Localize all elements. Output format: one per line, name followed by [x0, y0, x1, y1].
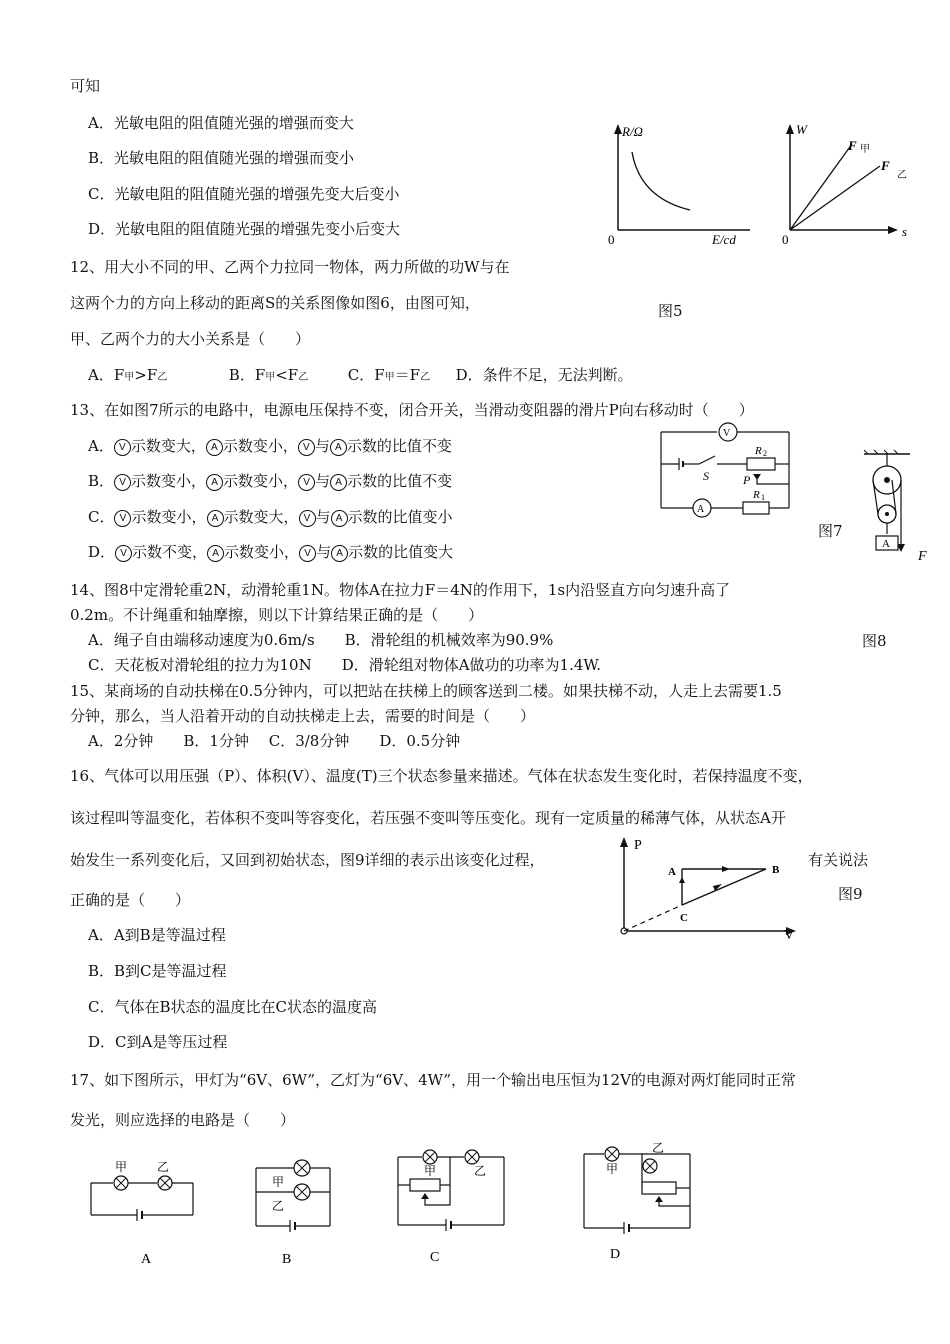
voltmeter-icon: V	[114, 439, 131, 456]
voltmeter-icon: V	[299, 545, 316, 562]
axis-label-w: W	[796, 122, 807, 137]
question-12-line1: 12、用大小不同的甲、乙两个力拉同一物体，两力所做的功W与在	[70, 258, 510, 276]
figure-8-caption: 图8	[862, 632, 887, 650]
label-r2: R	[755, 445, 762, 457]
circuit-c	[392, 1143, 512, 1268]
ammeter-icon: A	[207, 510, 224, 527]
line-label-f-jia-sub: 甲	[860, 144, 870, 155]
option-13a: A． V 示数变大， A 示数变小， V 与 A 示数的比值不变	[88, 437, 452, 455]
line-label-f-yi-sub: 乙	[897, 170, 907, 181]
question-16-line1: 16、气体可以用压强（P）、体积(V）、温度(T)三个状态参量来描述。气体在状态发生变化时，若保持温度不变，	[70, 767, 813, 785]
option-12c: C．F甲＝F乙	[347, 366, 431, 384]
figure-9-caption: 图9	[838, 885, 863, 903]
question-16-line4: 正确的是（ ）	[70, 891, 191, 909]
block-label: A	[882, 538, 890, 550]
origin-label: 0	[608, 232, 615, 247]
lamp-jia-label: 甲	[115, 1160, 128, 1174]
point-a: A	[668, 866, 676, 878]
text-line: 可知	[70, 77, 101, 95]
question-17-line1: 17、如下图所示，甲灯为“6V、6W”，乙灯为“6V、4W”，用一个输出电压恒为12V的电源对两灯能同时正常	[70, 1071, 796, 1089]
lamp-yi-label: 乙	[652, 1141, 665, 1155]
question-12-line3: 甲、乙两个力的大小关系是（ ）	[70, 330, 311, 348]
ammeter-icon: A	[206, 439, 223, 456]
option-11b: B．光敏电阻的阻值随光强的增强而变小	[88, 149, 355, 167]
option-11d: D．光敏电阻的阻值随光强的增强先变小后变大	[88, 220, 401, 238]
lamp-yi-label: 乙	[272, 1199, 285, 1213]
axis-label-s: s	[902, 224, 908, 239]
axis-label-e: E/cd	[712, 232, 736, 247]
lamp-jia-label: 甲	[424, 1164, 437, 1178]
figure-8-pulley	[862, 452, 942, 572]
figure-7-caption: 图7	[818, 522, 843, 540]
line-label-f-yi: F	[881, 158, 890, 173]
lamp-yi-label: 乙	[157, 1160, 170, 1174]
circuit-a-label: A	[141, 1252, 152, 1267]
circuit-a	[85, 1155, 205, 1270]
axis-label-v: V	[784, 928, 795, 943]
ammeter-icon: A	[207, 545, 224, 562]
question-14-line2: 0.2m。不计绳重和轴摩擦，则以下计算结果正确的是（ ）	[70, 606, 484, 624]
ammeter-icon: A	[330, 474, 347, 491]
circuit-b	[250, 1150, 340, 1270]
lamp-jia-label: 甲	[606, 1162, 619, 1176]
circuit-d-label: D	[610, 1247, 621, 1262]
figure-5-ws-graph	[780, 120, 930, 250]
option-14cd: C．天花板对滑轮组的拉力为10N D．滑轮组对物体A做功的功率为1.4W.	[88, 656, 601, 674]
point-c: C	[680, 912, 688, 924]
option-13d: D． V 示数不变， A 示数变小， V 与 A 示数的比值变大	[88, 543, 454, 561]
option-11c: C．光敏电阻的阻值随光强的增强先变大后变小	[88, 185, 400, 203]
question-12-line2: 这两个力的方向上移动的距离S的关系图像如图6，由图可知，	[70, 294, 480, 312]
figure-5-re-graph	[600, 120, 760, 250]
figure-7-circuit	[655, 420, 800, 520]
option-16a: A．A到B是等温过程	[88, 926, 226, 944]
voltmeter-icon: V	[114, 510, 131, 527]
circuit-b-label: B	[282, 1252, 292, 1267]
lamp-jia-label: 甲	[272, 1175, 285, 1189]
point-b: B	[772, 864, 780, 876]
label-r1: R	[753, 489, 760, 501]
question-12-options	[88, 365, 633, 388]
option-16c: C．气体在B状态的温度比在C状态的温度高	[88, 998, 377, 1016]
circuit-d	[578, 1138, 703, 1263]
option-12b: B．F甲<F乙	[228, 366, 309, 384]
ammeter-icon: A	[206, 474, 223, 491]
question-16-line3-end: 有关说法	[808, 851, 869, 869]
option-12d: D．条件不足，无法判断。	[455, 366, 633, 384]
question-17-line2: 发光，则应选择的电路是（ ）	[70, 1111, 296, 1129]
option-15: A．2分钟 B．1分钟 C．3/8分钟 D．0.5分钟	[88, 732, 461, 750]
label-slider: P	[743, 473, 751, 487]
axis-label-r: R/Ω	[622, 124, 643, 139]
ammeter-icon: A	[330, 439, 347, 456]
option-12a: A．F甲>F乙	[88, 366, 168, 384]
question-15-line1: 15、某商场的自动扶梯在0.5分钟内，可以把站在扶梯上的顾客送到二楼。如果扶梯不动，人走上去需要1.5	[70, 682, 782, 700]
voltmeter-icon: V	[298, 474, 315, 491]
question-15-line2: 分钟，那么，当人沿着开动的自动扶梯走上去，需要的时间是（ ）	[70, 707, 536, 725]
circuit-c-label: C	[430, 1250, 440, 1265]
label-r2-sub: 2	[763, 449, 767, 458]
ammeter-label: A	[697, 504, 705, 515]
ammeter-icon: A	[331, 545, 348, 562]
option-13b: B． V 示数变小， A 示数变小， V 与 A 示数的比值不变	[88, 472, 453, 490]
question-13: 13、在如图7所示的电路中，电源电压保持不变，闭合开关，当滑动变阻器的滑片P向右移动时（ ）	[70, 401, 754, 419]
voltmeter-icon: V	[115, 545, 132, 562]
label-r1-sub: 1	[761, 493, 765, 502]
option-14ab: A．绳子自由端移动速度为0.6m/s B．滑轮组的机械效率为90.9%	[88, 631, 554, 649]
origin-label: 0	[782, 232, 789, 247]
option-16b: B．B到C是等温过程	[88, 962, 227, 980]
lamp-yi-label: 乙	[474, 1164, 487, 1178]
voltmeter-label: V	[723, 428, 731, 439]
question-16-line2: 该过程叫等温变化，若体积不变叫等容变化，若压强不变叫等压变化。现有一定质量的稀薄气体，从状态A开	[70, 809, 786, 827]
axis-label-p: P	[634, 838, 642, 853]
voltmeter-icon: V	[299, 510, 316, 527]
figure-5-caption: 图5	[658, 302, 683, 320]
voltmeter-icon: V	[114, 474, 131, 491]
line-label-f-jia: F	[848, 138, 857, 153]
option-13c: C． V 示数变小， A 示数变大， V 与 A 示数的比值变小	[88, 508, 453, 526]
question-14-line1: 14、图8中定滑轮重2N，动滑轮重1N。物体A在拉力F＝4N的作用下，1s内沿竖直方向匀速升高了	[70, 581, 731, 599]
figure-9-pv-diagram	[610, 835, 810, 943]
question-16-line3: 始发生一系列变化后，又回到初始状态，图9详细的表示出该变化过程，	[70, 851, 545, 869]
voltmeter-icon: V	[298, 439, 315, 456]
option-16d: D．C到A是等压过程	[88, 1033, 228, 1051]
label-switch: S	[703, 469, 709, 483]
option-11a: A．光敏电阻的阻值随光强的增强而变大	[88, 114, 354, 132]
ammeter-icon: A	[331, 510, 348, 527]
force-label: F	[918, 549, 927, 564]
